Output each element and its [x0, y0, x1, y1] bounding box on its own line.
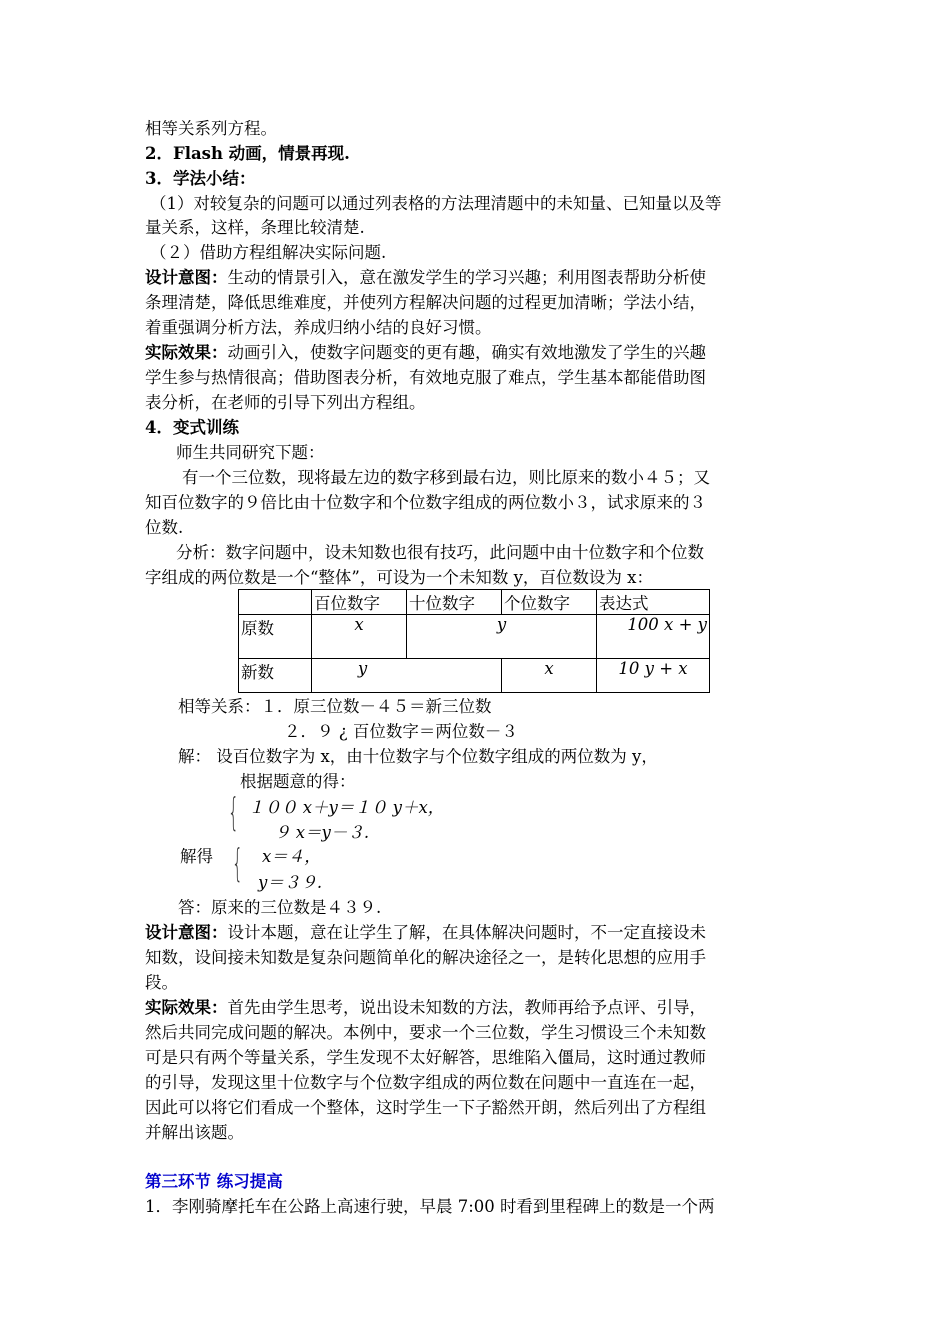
text: 首先由学生思考，说出设未知数的方法，教师再给予点评、引导， [227, 998, 706, 1017]
text-line: 并解出该题。 [145, 1123, 244, 1142]
result-line: y＝３９. [258, 873, 323, 892]
heading-variant: 4．变式训练 [145, 418, 239, 437]
design-intent-para [145, 266, 706, 290]
digit-table [238, 589, 710, 693]
table-cell: x [502, 659, 597, 693]
analysis-line: 字组成的两位数是一个“整体”，可设为一个未知数 y，百位数设为 x： [145, 568, 653, 587]
relation-line: 相等关系：１．原三位数－４５＝新三位数 [178, 697, 492, 716]
equation-brace: { [228, 790, 239, 834]
row-label: 新数 [239, 659, 312, 693]
result-brace: { [232, 841, 243, 885]
equation-line: ９ x＝y－３. [274, 823, 370, 842]
text: 生动的情景引入，意在激发学生的学习兴趣；利用图表帮助分析使 [227, 268, 706, 287]
table-cell: y [312, 659, 502, 693]
table-header-row [239, 590, 710, 615]
label: 设计意图： [145, 268, 228, 287]
solution-label: 解得 [180, 847, 213, 866]
result-line: x＝４， [262, 847, 321, 866]
label: 实际效果： [145, 998, 228, 1017]
row-label: 原数 [239, 615, 312, 659]
effect-para [145, 996, 706, 1020]
table-row [239, 659, 710, 693]
text-line: （1）对较复杂的问题可以通过列表格的方法理清题中的未知量、已知量以及等 [150, 194, 722, 213]
text-line: 表分析，在老师的引导下列出方程组。 [145, 393, 426, 412]
heading-flash: 2．Flash 动画，情景再现. [145, 144, 350, 163]
text-line: 学生参与热情很高；借助图表分析，有效地克服了难点，学生基本都能借助图 [145, 368, 706, 387]
header-cell: 十位数字 [407, 590, 502, 615]
text-line: 师生共同研究下题： [176, 443, 325, 462]
equation-line: １００ x＋y＝１０ y＋x， [248, 798, 445, 817]
table-cell: 10 y + x [597, 659, 710, 693]
text-line: 着重强调分析方法，养成归纳小结的良好习惯。 [145, 318, 492, 337]
solution-line: 解： 设百位数字为 x，由十位数字与个位数字组成的两位数为 y， [178, 747, 658, 766]
solution-line: 根据题意的得： [240, 772, 356, 791]
text-line: （２）借助方程组解决实际问题. [150, 243, 387, 262]
section-heading: 第三环节 练习提高 [145, 1172, 283, 1191]
header-cell [239, 590, 312, 615]
relation-line: ２．９ ¿ 百位数字＝两位数－３ [284, 722, 518, 741]
label: 实际效果： [145, 343, 228, 362]
exercise-line: 1．李刚骑摩托车在公路上高速行驶，早晨 7:00 时看到里程碑上的数是一个两 [145, 1197, 715, 1216]
header-cell: 个位数字 [502, 590, 597, 615]
text-line: 知数，设间接未知数是复杂问题简单化的解决途径之一，是转化思想的应用手 [145, 948, 706, 967]
problem-line: 位数. [145, 518, 184, 537]
text-line: 的引导，发现这里十位数字与个位数字组成的两位数在问题中一直连在一起， [145, 1073, 706, 1092]
table-row [239, 615, 710, 659]
design-intent-para [145, 921, 706, 945]
text: 设计本题，意在让学生了解，在具体解决问题时，不一定直接设未 [227, 923, 706, 942]
text-line: 条理清楚，降低思维难度，并使列方程解决问题的过程更加清晰；学法小结， [145, 293, 706, 312]
table-cell: y [407, 615, 597, 659]
text-line: 相等关系列方程。 [145, 119, 277, 138]
text-line: 段。 [145, 973, 178, 992]
problem-line: 知百位数字的９倍比由十位数字和个位数字组成的两位数小３，试求原来的３ [145, 493, 706, 512]
text: 动画引入，使数字问题变的更有趣，确实有效地激发了学生的兴趣 [227, 343, 706, 362]
text-line: 然后共同完成问题的解决。本例中，要求一个三位数，学生习惯设三个未知数 [145, 1023, 706, 1042]
text-line: 量关系，这样，条理比较清楚. [145, 218, 365, 237]
text-line: 可是只有两个等量关系，学生发现不太好解答，思维陷入僵局，这时通过教师 [145, 1048, 706, 1067]
table-cell: 100 x + y [597, 615, 710, 659]
table-cell: x [312, 615, 407, 659]
effect-para [145, 341, 706, 365]
label: 设计意图： [145, 923, 228, 942]
text-line: 因此可以将它们看成一个整体，这时学生一下子豁然开朗，然后列出了方程组 [145, 1098, 706, 1117]
answer-line: 答：原来的三位数是４３９. [178, 898, 382, 917]
problem-line: 有一个三位数，现将最左边的数字移到最右边，则比原来的数小４５；又 [182, 468, 710, 487]
header-cell: 百位数字 [312, 590, 407, 615]
analysis-line: 分析：数字问题中，设未知数也很有技巧，此问题中由十位数字和个位数 [176, 543, 704, 562]
header-cell: 表达式 [597, 590, 710, 615]
heading-summary: 3．学法小结： [145, 169, 256, 188]
